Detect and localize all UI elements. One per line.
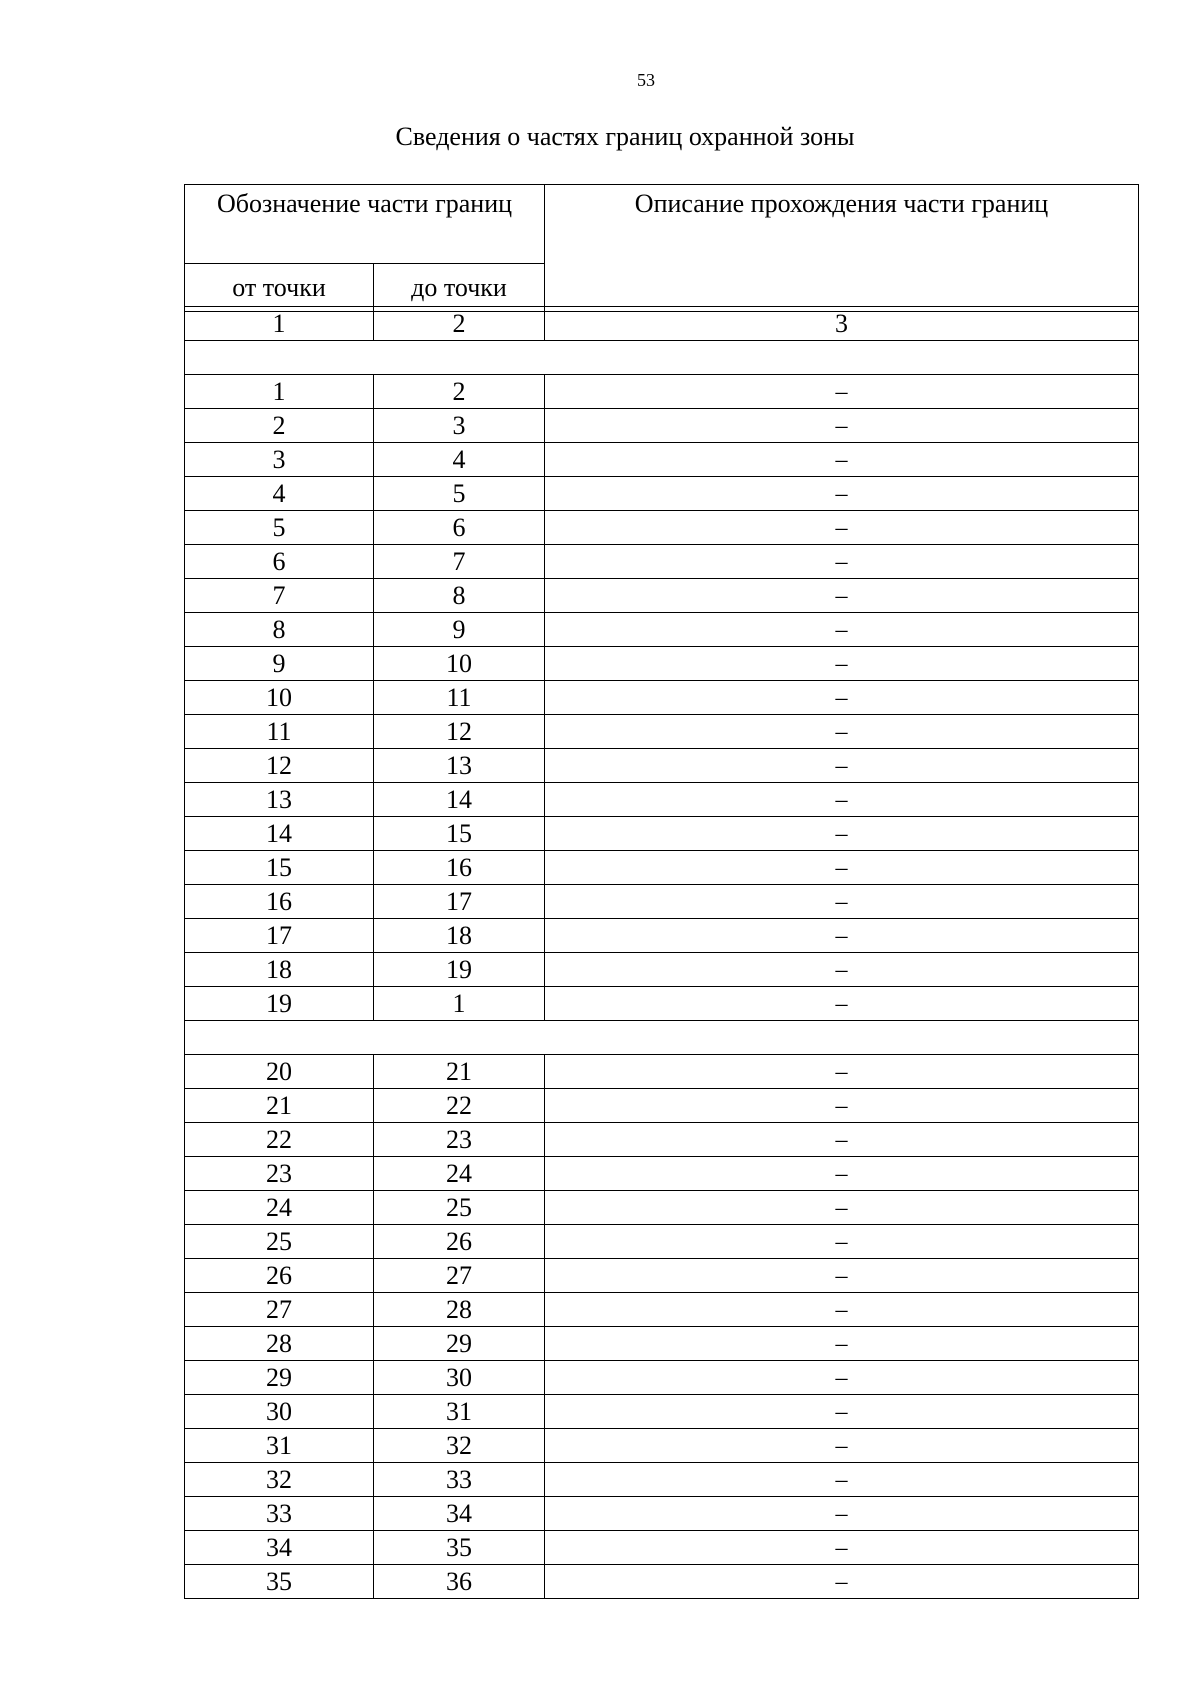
- table-row: [185, 1089, 1139, 1123]
- from-point-cell: 27: [185, 1293, 374, 1327]
- from-point-cell: 6: [185, 545, 374, 579]
- description-header: Описание прохождения части границ: [545, 185, 1139, 312]
- from-point-cell: 16: [185, 885, 374, 919]
- table-row: [185, 919, 1139, 953]
- to-point-cell: 34: [374, 1497, 545, 1531]
- description-cell: –: [545, 783, 1139, 817]
- from-point-cell: 23: [185, 1157, 374, 1191]
- to-point-cell: 30: [374, 1361, 545, 1395]
- from-point-cell: 20: [185, 1055, 374, 1089]
- description-cell: –: [545, 579, 1139, 613]
- to-point-cell: 15: [374, 817, 545, 851]
- to-point-cell: 29: [374, 1327, 545, 1361]
- column-number-row: [185, 307, 1139, 341]
- table-row: [185, 1225, 1139, 1259]
- table-row: [185, 715, 1139, 749]
- to-point-cell: 32: [374, 1429, 545, 1463]
- table-row: [185, 409, 1139, 443]
- section-separator-cell: [185, 1021, 1139, 1055]
- from-point-cell: 22: [185, 1123, 374, 1157]
- to-point-cell: 23: [374, 1123, 545, 1157]
- table-row: [185, 1463, 1139, 1497]
- from-point-cell: 33: [185, 1497, 374, 1531]
- table-row: [185, 579, 1139, 613]
- to-point-cell: 9: [374, 613, 545, 647]
- table-row: [185, 1361, 1139, 1395]
- from-point-cell: 35: [185, 1565, 374, 1599]
- to-point-cell: 14: [374, 783, 545, 817]
- section-separator-row: [185, 1021, 1139, 1055]
- table-row: [185, 953, 1139, 987]
- description-cell: –: [545, 1497, 1139, 1531]
- from-point-cell: 24: [185, 1191, 374, 1225]
- table-row: [185, 1191, 1139, 1225]
- description-cell: –: [545, 749, 1139, 783]
- from-point-cell: 11: [185, 715, 374, 749]
- to-point-header: до точки: [374, 264, 545, 312]
- table-row: [185, 511, 1139, 545]
- table-row: [185, 1293, 1139, 1327]
- from-point-cell: 26: [185, 1259, 374, 1293]
- from-point-cell: 3: [185, 443, 374, 477]
- column-number-2: 2: [374, 307, 545, 341]
- to-point-cell: 13: [374, 749, 545, 783]
- table-row: [185, 987, 1139, 1021]
- to-point-cell: 26: [374, 1225, 545, 1259]
- column-number-1: 1: [185, 307, 374, 341]
- to-point-cell: 31: [374, 1395, 545, 1429]
- description-cell: –: [545, 1089, 1139, 1123]
- to-point-cell: 8: [374, 579, 545, 613]
- description-cell: –: [545, 919, 1139, 953]
- description-cell: –: [545, 1123, 1139, 1157]
- table-row: [185, 1531, 1139, 1565]
- to-point-cell: 12: [374, 715, 545, 749]
- to-point-cell: 16: [374, 851, 545, 885]
- from-point-cell: 4: [185, 477, 374, 511]
- table-row: [185, 545, 1139, 579]
- description-cell: –: [545, 443, 1139, 477]
- table-row: [185, 1259, 1139, 1293]
- table-row: [185, 681, 1139, 715]
- table-row: [185, 647, 1139, 681]
- table-row: [185, 1123, 1139, 1157]
- to-point-cell: 35: [374, 1531, 545, 1565]
- description-cell: –: [545, 851, 1139, 885]
- from-point-header: от точки: [185, 264, 374, 312]
- description-cell: –: [545, 613, 1139, 647]
- description-cell: –: [545, 715, 1139, 749]
- to-point-cell: 2: [374, 375, 545, 409]
- section-separator-row: [185, 341, 1139, 375]
- table-row: [185, 851, 1139, 885]
- table-row: [185, 1395, 1139, 1429]
- description-cell: –: [545, 1157, 1139, 1191]
- from-point-cell: 8: [185, 613, 374, 647]
- from-point-cell: 5: [185, 511, 374, 545]
- page-title: Сведения о частях границ охранной зоны: [395, 122, 855, 151]
- from-point-cell: 29: [185, 1361, 374, 1395]
- table-row: [185, 817, 1139, 851]
- table-row: [185, 613, 1139, 647]
- to-point-cell: 27: [374, 1259, 545, 1293]
- description-cell: –: [545, 1327, 1139, 1361]
- to-point-cell: 18: [374, 919, 545, 953]
- from-point-cell: 28: [185, 1327, 374, 1361]
- from-point-cell: 34: [185, 1531, 374, 1565]
- description-cell: –: [545, 1055, 1139, 1089]
- description-cell: –: [545, 987, 1139, 1021]
- from-point-cell: 30: [185, 1395, 374, 1429]
- to-point-cell: 22: [374, 1089, 545, 1123]
- to-point-cell: 11: [374, 681, 545, 715]
- description-cell: –: [545, 1395, 1139, 1429]
- to-point-cell: 28: [374, 1293, 545, 1327]
- table-row: [185, 783, 1139, 817]
- from-point-cell: 25: [185, 1225, 374, 1259]
- from-point-cell: 32: [185, 1463, 374, 1497]
- from-point-cell: 21: [185, 1089, 374, 1123]
- boundary-parts-table-header: [184, 184, 1139, 312]
- from-point-cell: 18: [185, 953, 374, 987]
- from-point-cell: 9: [185, 647, 374, 681]
- description-cell: –: [545, 1361, 1139, 1395]
- table-row: [185, 1055, 1139, 1089]
- description-cell: –: [545, 1225, 1139, 1259]
- table-row: [185, 1157, 1139, 1191]
- description-cell: –: [545, 647, 1139, 681]
- table-body: [185, 307, 1139, 1599]
- table-row: [185, 477, 1139, 511]
- boundary-parts-table: [184, 306, 1139, 1599]
- table-row: [185, 1497, 1139, 1531]
- to-point-cell: 6: [374, 511, 545, 545]
- description-cell: –: [545, 1293, 1139, 1327]
- from-point-cell: 2: [185, 409, 374, 443]
- from-point-cell: 15: [185, 851, 374, 885]
- from-point-cell: 14: [185, 817, 374, 851]
- boundary-designation-header: Обозначение части границ: [185, 185, 545, 264]
- description-cell: –: [545, 1259, 1139, 1293]
- table-row: [185, 749, 1139, 783]
- description-cell: –: [545, 1531, 1139, 1565]
- from-point-cell: 17: [185, 919, 374, 953]
- from-point-cell: 10: [185, 681, 374, 715]
- description-cell: –: [545, 409, 1139, 443]
- description-cell: –: [545, 477, 1139, 511]
- section-separator-cell: [185, 341, 1139, 375]
- from-point-cell: 31: [185, 1429, 374, 1463]
- table-row: [185, 1565, 1139, 1599]
- description-cell: –: [545, 953, 1139, 987]
- from-point-cell: 13: [185, 783, 374, 817]
- description-cell: –: [545, 817, 1139, 851]
- to-point-cell: 33: [374, 1463, 545, 1497]
- description-cell: –: [545, 545, 1139, 579]
- description-cell: –: [545, 681, 1139, 715]
- from-point-cell: 7: [185, 579, 374, 613]
- to-point-cell: 21: [374, 1055, 545, 1089]
- description-cell: –: [545, 511, 1139, 545]
- to-point-cell: 4: [374, 443, 545, 477]
- table-row: [185, 375, 1139, 409]
- description-cell: –: [545, 1565, 1139, 1599]
- to-point-cell: 5: [374, 477, 545, 511]
- to-point-cell: 24: [374, 1157, 545, 1191]
- table-row: [185, 1429, 1139, 1463]
- to-point-cell: 25: [374, 1191, 545, 1225]
- description-cell: –: [545, 375, 1139, 409]
- to-point-cell: 3: [374, 409, 545, 443]
- table-row: [185, 443, 1139, 477]
- from-point-cell: 1: [185, 375, 374, 409]
- description-cell: –: [545, 885, 1139, 919]
- table-row: [185, 885, 1139, 919]
- to-point-cell: 10: [374, 647, 545, 681]
- description-cell: –: [545, 1429, 1139, 1463]
- page-number-text: 53: [637, 70, 655, 90]
- column-number-3: 3: [545, 307, 1139, 341]
- from-point-cell: 12: [185, 749, 374, 783]
- table-row: [185, 1327, 1139, 1361]
- from-point-cell: 19: [185, 987, 374, 1021]
- to-point-cell: 19: [374, 953, 545, 987]
- to-point-cell: 36: [374, 1565, 545, 1599]
- description-cell: –: [545, 1191, 1139, 1225]
- description-cell: –: [545, 1463, 1139, 1497]
- to-point-cell: 17: [374, 885, 545, 919]
- to-point-cell: 7: [374, 545, 545, 579]
- to-point-cell: 1: [374, 987, 545, 1021]
